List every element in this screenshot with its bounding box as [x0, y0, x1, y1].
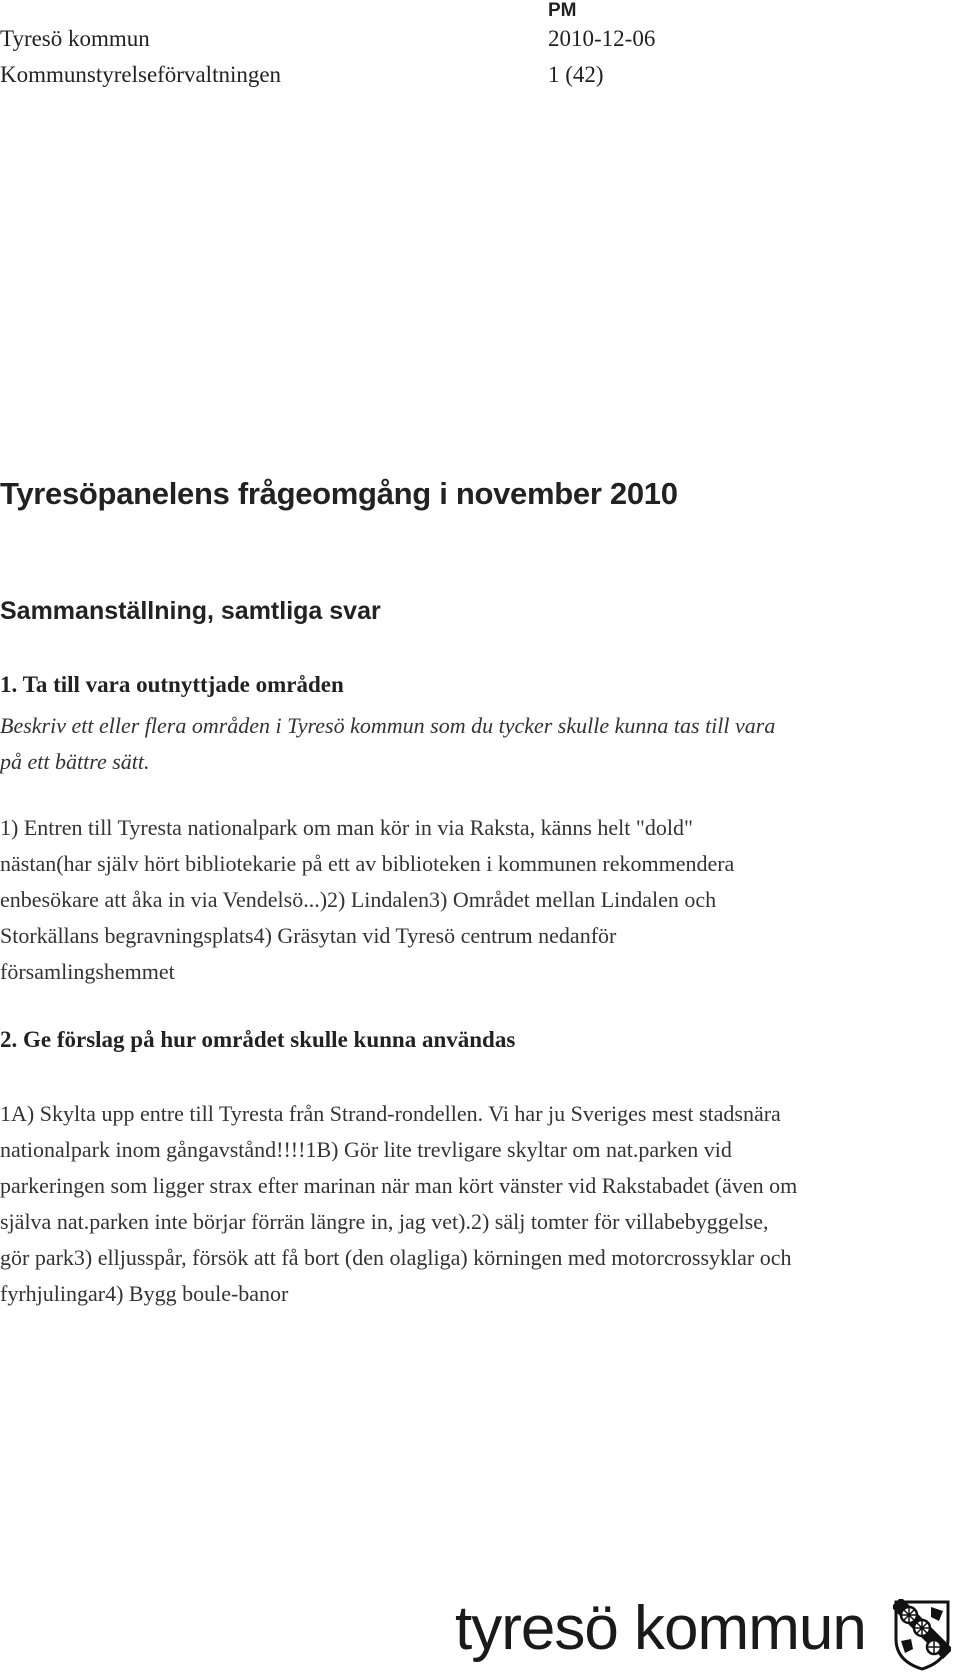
question-1-description: Beskriv ett eller flera områden i Tyresö kommun som du tycker skulle kunna tas till vara på ett bättre sätt. — [0, 713, 776, 774]
question-2-answer: 1A) Skylta upp entre till Tyresta från Strand-rondellen. Vi har ju Sveriges mest stadsnära nationalpark inom gångavstånd!!!!1B) Gör lite trevligare skyltar om nat.parken vid parkeringen som ligger strax efter marinan när man kört vänster vid Rakstabadet (även om själva nat.parken inte börjar förrän längre in, jag vet).2) sälj tomter för villabebyggelse, gör park3) elljusspår, försök att få bort (den olagliga) körningen med motorcrossyklar och fyrhjulingar4) Bygg boule-banor — [0, 1101, 798, 1306]
document-type-label: PM — [548, 0, 577, 21]
document-date: 2010-12-06 — [548, 26, 656, 51]
department-name: Kommunstyrelseförvaltningen — [0, 62, 282, 87]
question-2-heading: 2. Ge förslag på hur området skulle kunna användas — [0, 1027, 516, 1052]
page-number: 1 (42) — [548, 62, 604, 87]
question-1-answer: 1) Entren till Tyresta nationalpark om man kör in via Raksta, känns helt "dold" nästan(har själv hört bibliotekarie på ett av biblioteken i kommunen rekommendera enbesökare att åka in via Vendelsö...)2) Lindalen3) Området mellan Lindalen och Storkällans begravningsplats4) Gräsytan vid Tyresö centrum nedanför församlingshemmet — [0, 815, 735, 984]
document-title: Tyresöpanelens frågeomgång i november 2010 — [0, 476, 678, 511]
tyreso-kommun-logo — [455, 1594, 960, 1673]
organization-name: Tyresö kommun — [0, 26, 150, 51]
question-1-heading: 1. Ta till vara outnyttjade områden — [0, 672, 344, 697]
logo-text: tyresö kommun — [455, 1594, 866, 1663]
tyreso-coat-of-arms-icon — [893, 1599, 951, 1671]
document-subtitle: Sammanställning, samtliga svar — [0, 597, 381, 625]
